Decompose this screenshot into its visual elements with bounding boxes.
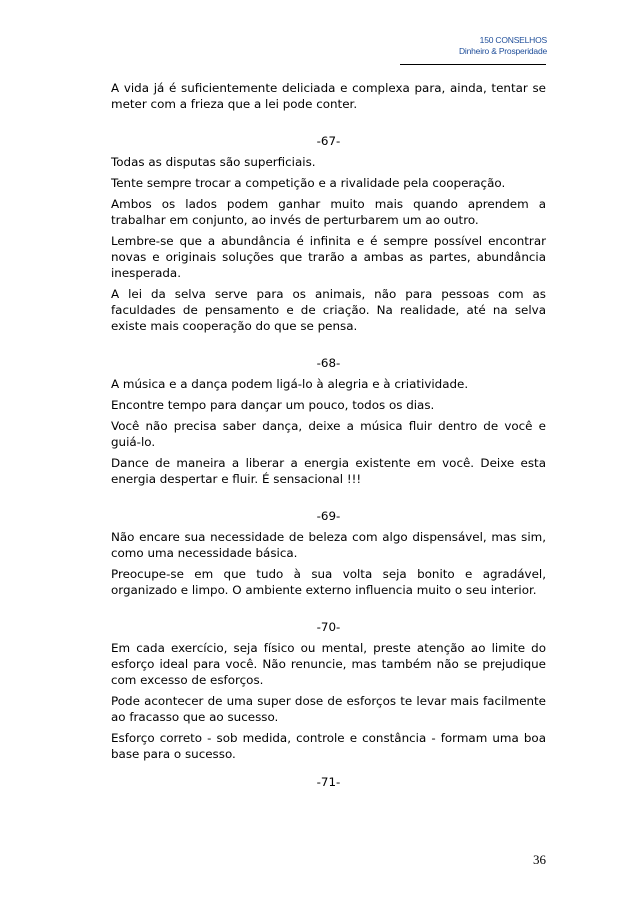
- paragraph: Tente sempre trocar a competição e a rivalidade pela cooperação.: [111, 176, 506, 190]
- paragraph: Encontre tempo para dançar um pouco, todos os dias.: [111, 398, 435, 412]
- intro-paragraph: A vida já é suficientemente deliciada e complexa para, ainda, tentar se meter com a frieza que a lei pode conter.: [111, 81, 546, 111]
- section-number: -70-: [316, 620, 341, 634]
- paragraph: Todas as disputas são superficiais.: [111, 155, 316, 169]
- paragraph: A música e a dança podem ligá-lo à alegria e à criatividade.: [111, 377, 469, 391]
- page-number: 36: [533, 852, 546, 867]
- section-number: -69-: [316, 509, 341, 523]
- paragraph: Preocupe-se em que tudo à sua volta seja bonito e agradável, organizado e limpo. O ambiente externo influencia muito o seu interior.: [111, 567, 546, 597]
- header-title: 150 CONSELHOS: [479, 35, 547, 45]
- paragraph: Pode acontecer de uma super dose de esforços te levar mais facilmente ao fracasso que ao sucesso.: [111, 694, 546, 724]
- section-number-final: -71-: [316, 775, 341, 789]
- section-number: -67-: [316, 134, 341, 148]
- paragraph: Esforço correto - sob medida, controle e constância - formam uma boa base para o sucesso.: [111, 731, 546, 761]
- body-text: [111, 80, 546, 767]
- paragraph: Não encare sua necessidade de beleza com algo dispensável, mas sim, como uma necessidade básica.: [111, 530, 546, 560]
- header-subtitle: Dinheiro & Prosperidade: [458, 46, 547, 56]
- paragraph: Lembre-se que a abundância é infinita e é sempre possível encontrar novas e originais soluções que trarão a ambas as partes, abundância inesperada.: [111, 234, 546, 280]
- paragraph: Ambos os lados podem ganhar muito mais quando aprendem a trabalhar em conjunto, ao invés de perturbarem um ao outro.: [111, 197, 546, 227]
- running-header: [459, 35, 547, 57]
- paragraph: Você não precisa saber dança, deixe a música fluir dentro de você e guiá-lo.: [111, 419, 546, 449]
- paragraph: A lei da selva serve para os animais, não para pessoas com as faculdades de pensamento e de criação. Na realidade, até na selva existe mais cooperação do que se pensa.: [111, 287, 546, 333]
- section-number: -68-: [316, 356, 341, 370]
- paragraph: Dance de maneira a liberar a energia existente em você. Deixe esta energia despertar e fluir. É sensacional !!!: [111, 456, 546, 486]
- header-divider: [400, 64, 546, 65]
- paragraph: Em cada exercício, seja físico ou mental, preste atenção ao limite do esforço ideal para você. Não renuncie, mas também não se prejudique com excesso de esforços.: [111, 641, 546, 687]
